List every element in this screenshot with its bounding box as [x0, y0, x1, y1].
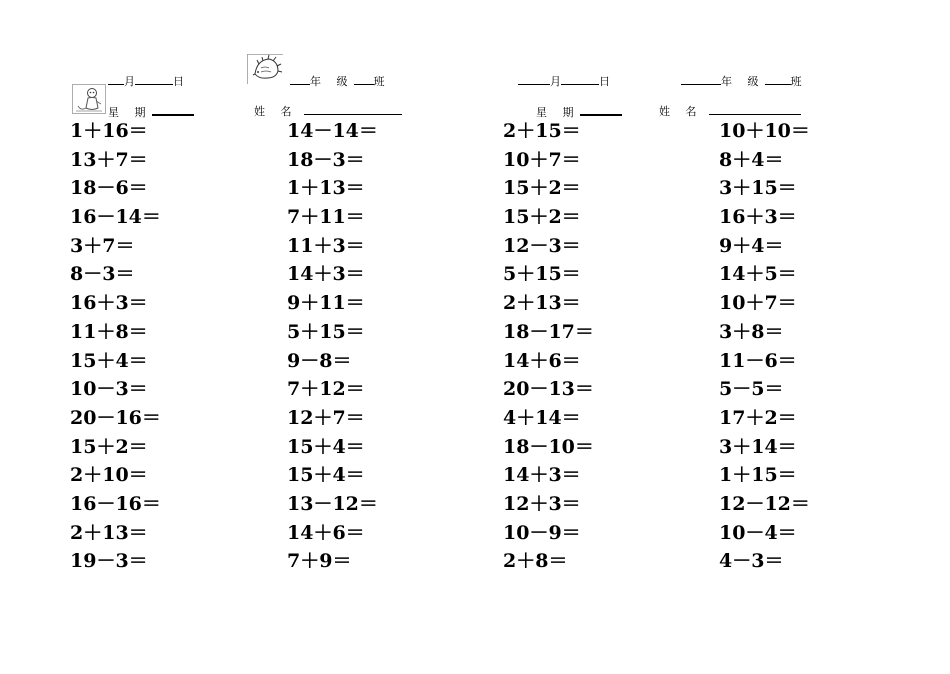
name-label: 姓 名 [254, 105, 298, 118]
problem-item: 16＋3＝ [70, 292, 148, 315]
grade-blank[interactable] [290, 74, 310, 85]
problem-item: 11＋3＝ [287, 234, 365, 257]
problem-item: 8－3＝ [70, 263, 135, 286]
problem-item: 3＋8＝ [719, 320, 784, 343]
problem-column-2 [287, 117, 378, 576]
problem-item: 19－3＝ [70, 550, 148, 573]
problem-item: 1＋15＝ [719, 464, 797, 487]
problem-item: 8＋4＝ [719, 148, 784, 171]
problem-item: 15＋2＝ [503, 177, 581, 200]
problem-item: 4－3＝ [719, 550, 784, 573]
problem-item: 2＋13＝ [70, 521, 148, 544]
problem-item: 14－14＝ [287, 120, 378, 142]
problem-item: 7＋11＝ [287, 206, 365, 229]
weekday-blank[interactable] [152, 104, 194, 116]
problem-item: 15＋4＝ [287, 435, 365, 458]
problem-item: 13＋7＝ [70, 148, 148, 171]
problem-item: 9＋11＝ [287, 292, 365, 315]
problem-item: 18－10＝ [503, 435, 594, 458]
day-label: 日 [599, 75, 610, 88]
problem-item: 5＋15＝ [287, 320, 365, 343]
name-blank[interactable] [709, 104, 801, 115]
problem-column-1 [70, 117, 161, 576]
weekday-label: 星 期 [536, 106, 580, 119]
problem-item: 10＋7＝ [719, 292, 797, 315]
problem-item: 12＋3＝ [503, 492, 581, 515]
problem-item: 10－3＝ [70, 378, 148, 401]
name-blank[interactable] [304, 104, 402, 115]
right-name-line [659, 104, 801, 118]
problem-item: 9－8＝ [287, 349, 352, 372]
problem-item: 9＋4＝ [719, 234, 784, 257]
problem-item: 7＋12＝ [287, 378, 365, 401]
class-label: 班 [373, 75, 385, 88]
problem-item: 2＋8＝ [503, 550, 568, 573]
problem-item: 20－13＝ [503, 378, 594, 401]
month-blank[interactable] [108, 74, 124, 85]
problem-item: 1＋16＝ [70, 120, 148, 142]
problem-item: 16－16＝ [70, 492, 161, 515]
problem-item: 18－3＝ [287, 148, 365, 171]
problem-item: 16－14＝ [70, 206, 161, 229]
problem-item: 12＋7＝ [287, 406, 365, 429]
problem-item: 3＋7＝ [70, 234, 135, 257]
problem-item: 2＋10＝ [70, 464, 148, 487]
problem-item: 2＋15＝ [503, 120, 581, 142]
problem-item: 14＋6＝ [503, 349, 581, 372]
left-grade-line [290, 74, 385, 88]
hedgehog-sketch-icon [247, 54, 283, 84]
right-date-line [518, 74, 610, 88]
problem-column-3 [503, 117, 594, 576]
problem-item: 15＋2＝ [70, 435, 148, 458]
weekday-blank[interactable] [580, 104, 622, 116]
problem-item: 1＋13＝ [287, 177, 365, 200]
problem-item: 14＋3＝ [287, 263, 365, 286]
month-label: 月 [550, 75, 561, 88]
problem-item: 17＋2＝ [719, 406, 797, 429]
day-label: 日 [173, 75, 184, 88]
problem-item: 14＋5＝ [719, 263, 797, 286]
problem-item: 5＋15＝ [503, 263, 581, 286]
problem-item: 18－17＝ [503, 320, 594, 343]
month-label: 月 [124, 75, 135, 88]
problem-item: 20－16＝ [70, 406, 161, 429]
problem-item: 15＋4＝ [70, 349, 148, 372]
left-name-line [254, 104, 402, 118]
weekday-label: 星 期 [108, 106, 152, 119]
class-blank[interactable] [354, 74, 374, 85]
month-blank[interactable] [518, 74, 550, 85]
name-label: 姓 名 [659, 105, 703, 118]
problem-item: 3＋15＝ [719, 177, 797, 200]
problem-item: 14＋3＝ [503, 464, 581, 487]
problem-item: 13－12＝ [287, 492, 378, 515]
problem-item: 18－6＝ [70, 177, 148, 200]
problem-item: 4＋14＝ [503, 406, 581, 429]
grade-blank[interactable] [681, 74, 721, 85]
problem-item: 10－9＝ [503, 521, 581, 544]
problem-item: 11＋8＝ [70, 320, 148, 343]
grade-label: 年 级 [310, 75, 354, 88]
right-grade-line [681, 74, 802, 88]
left-date-line [108, 74, 184, 88]
day-blank[interactable] [561, 74, 599, 85]
problem-item: 10＋7＝ [503, 148, 581, 171]
problem-item: 15＋2＝ [503, 206, 581, 229]
problem-column-4 [719, 117, 810, 576]
problem-item: 10－4＝ [719, 521, 797, 544]
problem-item: 11－6＝ [719, 349, 797, 372]
problem-item: 10＋10＝ [719, 120, 810, 142]
class-label: 班 [790, 75, 802, 88]
problem-item: 15＋4＝ [287, 464, 365, 487]
problem-item: 12－12＝ [719, 492, 810, 515]
problem-item: 12－3＝ [503, 234, 581, 257]
problem-item: 5－5＝ [719, 378, 784, 401]
day-blank[interactable] [135, 74, 173, 85]
problem-item: 16＋3＝ [719, 206, 797, 229]
problem-item: 2＋13＝ [503, 292, 581, 315]
class-blank[interactable] [765, 74, 791, 85]
monkey-sketch-icon [72, 84, 106, 114]
problem-item: 3＋14＝ [719, 435, 797, 458]
grade-label: 年 级 [721, 75, 765, 88]
problem-item: 7＋9＝ [287, 550, 352, 573]
problem-item: 14＋6＝ [287, 521, 365, 544]
